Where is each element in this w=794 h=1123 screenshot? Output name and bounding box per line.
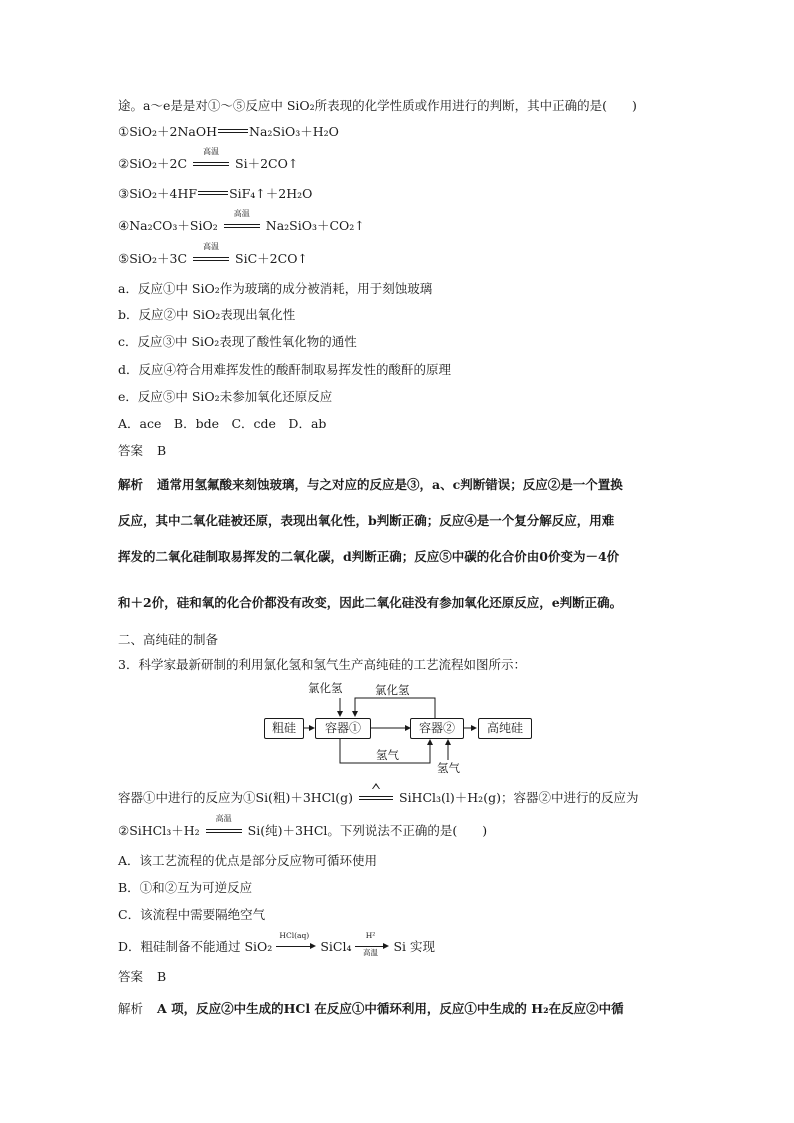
reaction-text: 容器①中进行的反应为①Si(粗)＋3HCl(g) (118, 790, 353, 805)
vessel-1-box: 容器① (315, 718, 371, 739)
hcl-recycle-label: 氯化氢 (375, 683, 410, 697)
analysis-tag: 解析 (118, 477, 144, 492)
condition-label: 高温 (215, 814, 232, 823)
judgment-e: e．反应⑤中 SiO₂未参加氧化还原反应 (118, 389, 333, 404)
arrow-label: 高温 (362, 948, 378, 957)
equals-sign (218, 126, 248, 136)
reaction-5 (118, 242, 308, 267)
q3-stem: 3．科学家最新研制的利用氯化氢和氢气生产高纯硅的工艺流程如图所示： (118, 657, 526, 672)
judgment-c: c．反应③中 SiO₂表现了酸性氧化物的通性 (118, 334, 357, 349)
hcl-input-label: 氯化氢 (308, 681, 343, 695)
arrow-label: HCl(aq) (279, 931, 310, 940)
q2-options: A．ace B．bde C．cde D．ab (118, 416, 327, 431)
heating-condition (359, 791, 393, 803)
reaction-arrow (355, 931, 389, 957)
q3-answer (118, 969, 166, 985)
vessel-2-box: 容器② (410, 718, 464, 739)
condition-mark (193, 147, 229, 169)
reaction-4-lhs: ④Na₂CO₃＋SiO₂ (118, 218, 218, 233)
process-flow-diagram (260, 678, 540, 778)
answer-tag: 答案 (118, 969, 144, 984)
option-d-mid: SiCl₄ (320, 939, 352, 954)
arrow-label: H² (365, 931, 376, 940)
h2-input-label: 氢气 (437, 761, 460, 775)
reaction-text: SiHCl₃(l)＋H₂(g)；容器②中进行的反应为 (399, 790, 639, 805)
q2-analysis-line-3: 挥发的二氧化硅制取易挥发的二氧化碳，d判断正确；反应⑤中碳的化合价由0价变为－4价 (118, 549, 620, 564)
reaction-text: ②SiHCl₃＋H₂ (118, 823, 200, 838)
reaction-2-rhs: Si＋2CO↑ (235, 156, 299, 171)
option-d-text: D．粗硅制备不能通过 SiO₂ (118, 939, 273, 954)
reaction-3-lhs: ③SiO₂＋4HF (118, 186, 198, 201)
analysis-text: 通常用氢氟酸来刻蚀玻璃，与之对应的反应是③，a、c判断错误；反应②是一个置换 (157, 477, 623, 492)
q2-answer (118, 443, 166, 459)
reaction-text: Si(纯)＋3HCl。下列说法不正确的是( ) (247, 823, 488, 838)
q2-analysis-line-1 (118, 477, 623, 493)
condition-label: 高温 (203, 147, 220, 156)
option-d-text: Si 实现 (393, 939, 436, 954)
reaction-3 (118, 186, 312, 202)
analysis-text: A 项，反应②中生成的HCl 在反应①中循环利用，反应①中生成的 H₂在反应②中循 (157, 1001, 624, 1016)
reaction-1-lhs: ①SiO₂＋2NaOH (118, 124, 218, 139)
condition-mark (206, 814, 242, 836)
reaction-2-lhs: ②SiO₂＋2C (118, 156, 188, 171)
section-heading: 二、高纯硅的制备 (118, 632, 219, 647)
reaction-3-rhs: SiF₄↑＋2H₂O (229, 186, 313, 201)
q3-option-d (118, 931, 436, 957)
heat-triangle-icon (372, 783, 380, 789)
answer-value: B (157, 969, 167, 984)
reaction-5-lhs: ⑤SiO₂＋3C (118, 251, 188, 266)
answer-tag: 答案 (118, 443, 144, 458)
condition-mark (224, 209, 260, 231)
q2-stem: 途。a～e是是对①～⑤反应中 SiO₂所表现的化学性质或作用进行的判断，其中正确的是( ) (118, 98, 637, 113)
pure-silicon-box: 高纯硅 (478, 718, 532, 739)
q3-option-a: A．该工艺流程的优点是部分反应物可循环使用 (118, 853, 378, 868)
judgment-b: b．反应②中 SiO₂表现出氧化性 (118, 307, 296, 322)
condition-label: 高温 (233, 209, 250, 218)
reaction-1 (118, 124, 339, 140)
q3-option-b: B．①和②互为可逆反应 (118, 880, 253, 895)
h2-recycle-label: 氢气 (376, 748, 399, 762)
q3-option-c: C．该流程中需要隔绝空气 (118, 907, 266, 922)
analysis-tag: 解析 (118, 1001, 144, 1016)
reaction-4-rhs: Na₂SiO₃＋CO₂↑ (265, 218, 365, 233)
judgment-a: a．反应①中 SiO₂作为玻璃的成分被消耗，用于刻蚀玻璃 (118, 281, 433, 296)
q2-analysis-line-2: 反应，其中二氧化硅被还原，表现出氧化性，b判断正确；反应④是一个复分解反应，用难 (118, 513, 615, 528)
reaction-5-rhs: SiC＋2CO↑ (235, 251, 308, 266)
condition-mark (193, 242, 229, 264)
q3-reaction-line-1 (118, 790, 638, 806)
crude-silicon-box: 粗硅 (264, 718, 304, 739)
equals-sign (198, 188, 228, 198)
reaction-arrow (276, 931, 316, 952)
q3-reaction-line-2 (118, 814, 488, 839)
q3-analysis-line-1 (118, 1001, 624, 1017)
reaction-4 (118, 209, 365, 234)
reaction-2 (118, 147, 299, 172)
answer-value: B (157, 443, 167, 458)
q2-analysis-line-4: 和＋2价，硅和氧的化合价都没有改变，因此二氧化硅没有参加氧化还原反应，e判断正确。 (118, 595, 623, 610)
reaction-1-rhs: Na₂SiO₃＋H₂O (249, 124, 339, 139)
condition-label: 高温 (203, 242, 220, 251)
judgment-d: d．反应④符合用难挥发性的酸酐制取易挥发性的酸酐的原理 (118, 362, 452, 377)
